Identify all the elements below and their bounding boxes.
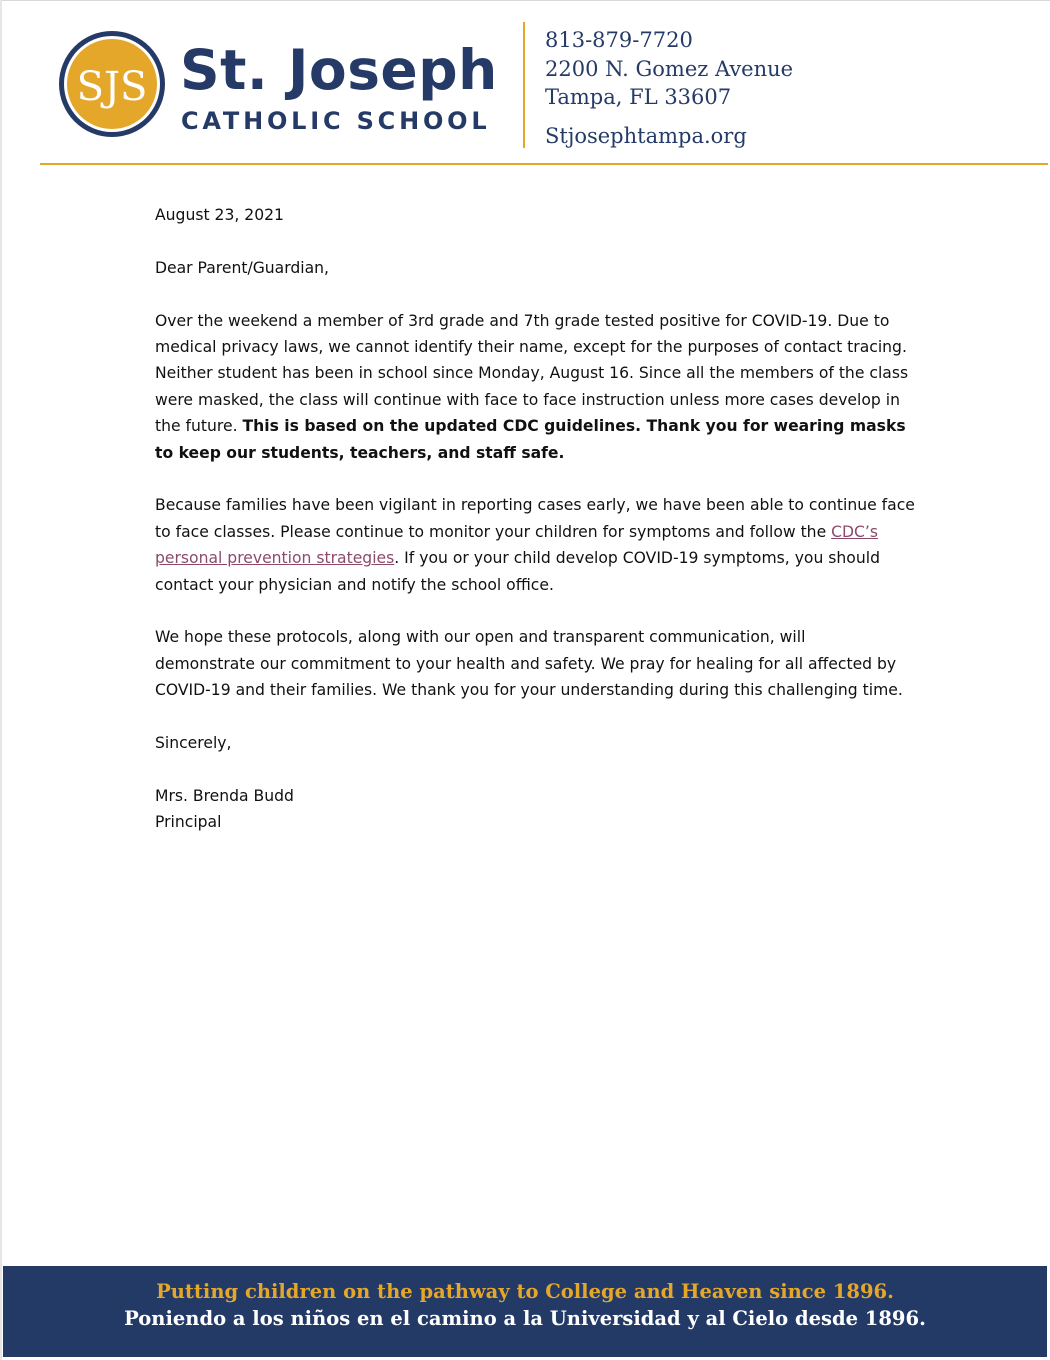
paragraph-3-line: We hope these protocols, along with our open and transparent communication, will [155, 628, 806, 647]
cdc-prevention-link[interactable]: CDC’s personal prevention strategies [155, 522, 879, 568]
letter-signature [155, 783, 915, 836]
paragraph-2-text-before-link: Because families have been vigilant in reporting cases early, we have been able to continue face to face classes. Please continue to monitor your children for symptoms and follow the [155, 496, 915, 541]
footer-motto-english: Putting children on the pathway to College and Heaven since 1896. [156, 1280, 894, 1303]
footer-banner [3, 1266, 1047, 1357]
contact-website-link[interactable]: Stjosephtampa.org [545, 123, 747, 148]
paragraph-1-bold-text: This is based on the updated CDC guidelines. Thank you for wearing masks to keep our students, teachers, and staff safe. [155, 417, 906, 462]
letterhead [0, 0, 1050, 170]
letter-salutation: Dear Parent/Guardian, [155, 258, 329, 277]
school-name: St. Joseph [180, 38, 498, 102]
letter-paragraph-2 [155, 492, 915, 598]
paragraph-1-text: Over the weekend a member of 3rd grade and 7th grade tested positive for COVID-19. Due to medical privacy laws, we cannot identify their name, except for the purposes of contact tracing. Neither student has been in school since Monday, August 16. Since all the members of the class were masked, the class will continue with face to face instruction unless more cases develop in the future. [155, 311, 909, 436]
letter-paragraph-3 [155, 624, 915, 703]
letter-body [155, 202, 915, 836]
letter-closing: Sincerely, [155, 734, 232, 753]
header-divider [523, 22, 525, 148]
school-seal-logo [57, 29, 167, 139]
paragraph-3-line: demonstrate our commitment to your health and safety. We pray for healing for all affected by [155, 654, 897, 673]
page-left-border [0, 0, 2, 1360]
letter-date: August 23, 2021 [155, 206, 284, 224]
signer-name: Mrs. Brenda Budd [155, 786, 294, 805]
contact-phone: 813-879-7720 [545, 28, 693, 52]
seal-monogram: SJS [76, 64, 148, 110]
letter-paragraph-1 [155, 308, 915, 466]
header-gold-rule [40, 163, 1048, 165]
contact-address-street: 2200 N. Gomez Avenue [545, 56, 794, 81]
school-subtitle: CATHOLIC SCHOOL [181, 107, 491, 135]
contact-address-city: Tampa, FL 33607 [545, 85, 732, 109]
signer-title: Principal [155, 813, 222, 832]
paragraph-3-line: COVID-19 and their families. We thank you for your understanding during this challenging time. [155, 681, 903, 700]
footer-motto-spanish: Poniendo a los niños en el camino a la Universidad y al Cielo desde 1896. [124, 1307, 926, 1330]
contact-block [545, 26, 793, 150]
paragraph-2-text-after-link: . If you or your child develop COVID-19 symptoms, you should contact your physician and notify the school office. [155, 549, 880, 594]
